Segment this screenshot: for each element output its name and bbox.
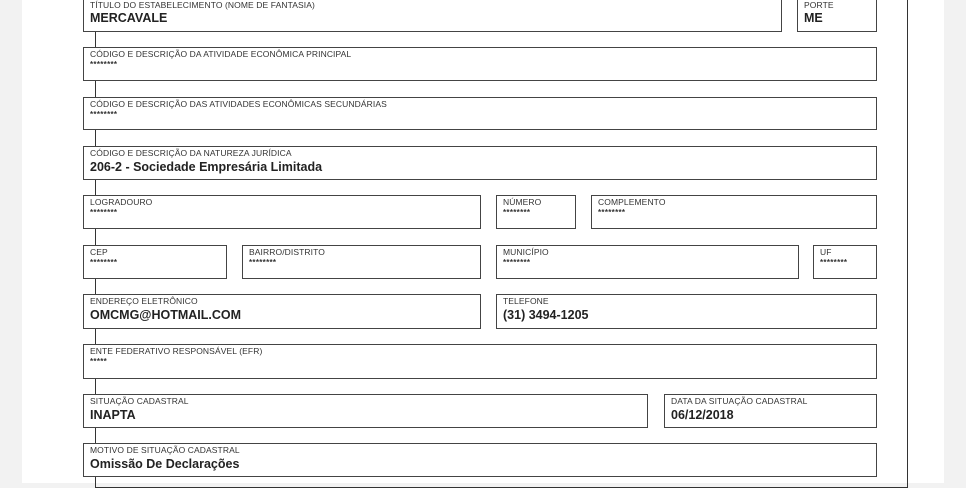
field-value: ******** [820, 258, 848, 267]
field-porte [797, 0, 877, 32]
field-email [83, 294, 481, 329]
field-municipio [496, 245, 799, 279]
field-numero [496, 195, 576, 229]
field-label: DATA DA SITUAÇÃO CADASTRAL [671, 396, 808, 406]
field-label: ENTE FEDERATIVO RESPONSÁVEL (EFR) [90, 346, 263, 356]
field-uf [813, 245, 877, 279]
field-value: ******** [503, 258, 531, 267]
field-cep [83, 245, 227, 279]
field-value: ******** [503, 208, 531, 217]
field-label: SITUAÇÃO CADASTRAL [90, 396, 189, 406]
field-label: NÚMERO [503, 197, 542, 207]
field-label: BAIRRO/DISTRITO [249, 247, 325, 257]
field-label: CÓDIGO E DESCRIÇÃO DA ATIVIDADE ECONÔMICA PRINCIPAL [90, 49, 352, 59]
field-label: CEP [90, 247, 108, 257]
field-value: MERCAVALE [90, 11, 168, 25]
field-value: 206-2 - Sociedade Empresária Limitada [90, 160, 323, 174]
field-atividade-principal [83, 47, 877, 81]
field-value: INAPTA [90, 408, 136, 422]
field-value: (31) 3494-1205 [503, 308, 589, 322]
field-telefone [496, 294, 877, 329]
field-atividades-secundarias [83, 97, 877, 130]
field-efr [83, 344, 877, 379]
field-label: LOGRADOURO [90, 197, 153, 207]
field-complemento [591, 195, 877, 229]
field-label: TÍTULO DO ESTABELECIMENTO (NOME DE FANTASIA) [90, 0, 315, 10]
field-label: ENDEREÇO ELETRÔNICO [90, 296, 198, 306]
field-value: ME [804, 11, 823, 25]
field-motivo-situacao [83, 443, 877, 477]
field-value: ******** [90, 110, 118, 119]
field-value: ******** [598, 208, 626, 217]
field-data-situacao [664, 394, 877, 428]
field-nome-fantasia [83, 0, 782, 32]
field-natureza-juridica [83, 146, 877, 180]
field-logradouro [83, 195, 481, 229]
field-label: TELEFONE [503, 296, 549, 306]
field-value: 06/12/2018 [671, 408, 734, 422]
field-label: PORTE [804, 0, 834, 10]
field-value: ***** [90, 357, 108, 366]
field-bairro [242, 245, 481, 279]
field-value: Omissão De Declarações [90, 457, 240, 471]
field-value: ******** [90, 60, 118, 69]
field-label: COMPLEMENTO [598, 197, 666, 207]
field-label: MOTIVO DE SITUAÇÃO CADASTRAL [90, 445, 240, 455]
field-value: ******** [90, 258, 118, 267]
field-value: ******** [90, 208, 118, 217]
field-label: CÓDIGO E DESCRIÇÃO DA NATUREZA JURÍDICA [90, 148, 292, 158]
field-situacao-cadastral [83, 394, 648, 428]
field-label: CÓDIGO E DESCRIÇÃO DAS ATIVIDADES ECONÔMICAS SECUNDÁRIAS [90, 99, 387, 109]
field-label: MUNICÍPIO [503, 247, 549, 257]
field-value: OMCMG@HOTMAIL.COM [90, 308, 242, 322]
field-label: UF [820, 247, 832, 257]
field-value: ******** [249, 258, 277, 267]
